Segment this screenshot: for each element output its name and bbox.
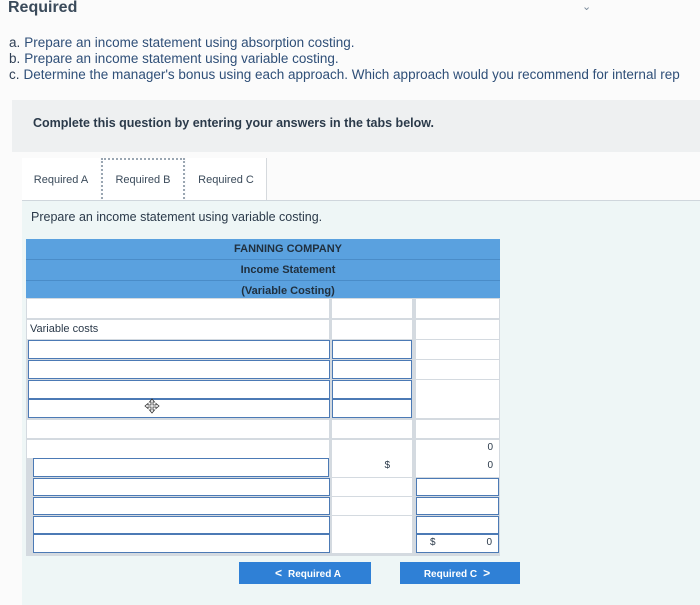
label-input[interactable] [33, 478, 330, 496]
total-input[interactable] [416, 380, 499, 399]
company-name: FANNING COMPANY [26, 239, 500, 260]
statement-subtitle: (Variable Costing) [26, 281, 500, 302]
total-value: 0 [416, 440, 499, 458]
total-input[interactable] [416, 478, 499, 496]
amount-input[interactable] [332, 534, 412, 553]
chevron-down-icon[interactable]: ⌄ [582, 1, 592, 13]
total-input[interactable] [416, 360, 499, 379]
instruction-text: Complete this question by entering your answers in the tabs below. [33, 116, 434, 130]
prev-required-a-button[interactable]: < Required A [239, 562, 371, 584]
requirements-list [9, 35, 680, 83]
tab-required-a[interactable]: Required A [22, 158, 100, 202]
amount-input[interactable] [332, 320, 412, 339]
statement-title: Income Statement [26, 260, 500, 281]
amount-input[interactable] [332, 516, 412, 534]
amount-input[interactable] [332, 497, 412, 515]
label-input[interactable] [27, 420, 329, 438]
total-input[interactable] [416, 320, 499, 339]
tab-required-b[interactable]: Required B [101, 158, 185, 202]
required-heading: Required [8, 0, 78, 16]
tab-required-c[interactable]: Required C [186, 158, 267, 202]
amount-input[interactable] [332, 440, 412, 458]
chevron-left-icon: < [275, 566, 283, 580]
label-input[interactable] [27, 299, 329, 318]
label-input[interactable] [28, 360, 330, 379]
label-input[interactable] [33, 497, 330, 515]
chevron-right-icon: > [483, 566, 491, 580]
amount-input[interactable] [332, 380, 412, 399]
requirement-item: a. Prepare an income statement using absorption costing. [9, 35, 355, 50]
instruction-panel [12, 100, 700, 152]
requirement-item: b. Prepare an income statement using variable costing. [9, 51, 339, 66]
amount-input[interactable] [332, 360, 412, 379]
amount-input[interactable] [332, 299, 412, 318]
amount-input[interactable] [332, 399, 412, 418]
total-input[interactable] [416, 299, 499, 318]
amount-input[interactable] [332, 340, 412, 359]
label-input[interactable] [27, 440, 329, 458]
requirement-item: c. Determine the manager's bonus using each approach. Which approach would you recommend for internal rep [9, 67, 680, 82]
total-input[interactable] [416, 420, 499, 438]
label-input[interactable] [28, 340, 330, 359]
total-input[interactable] [416, 399, 499, 418]
next-required-c-button[interactable]: Required C > [400, 562, 520, 584]
net-income-value: $ 0 [416, 534, 499, 553]
label-input[interactable] [33, 516, 330, 534]
task-instruction: Prepare an income statement using variable costing. [31, 210, 323, 224]
variable-costs-label: Variable costs [27, 320, 329, 339]
total-value: $ [332, 458, 412, 477]
label-input[interactable] [28, 399, 330, 418]
total-input[interactable] [416, 497, 499, 515]
amount-input[interactable] [332, 420, 412, 438]
total-input[interactable] [416, 340, 499, 359]
total-value: 0 [416, 458, 499, 477]
move-cursor-icon [144, 398, 160, 414]
amount-input[interactable] [332, 478, 412, 496]
net-income-label-input[interactable] [33, 534, 330, 553]
label-input[interactable] [33, 458, 329, 477]
label-input[interactable] [28, 380, 330, 399]
total-input[interactable] [416, 516, 499, 534]
